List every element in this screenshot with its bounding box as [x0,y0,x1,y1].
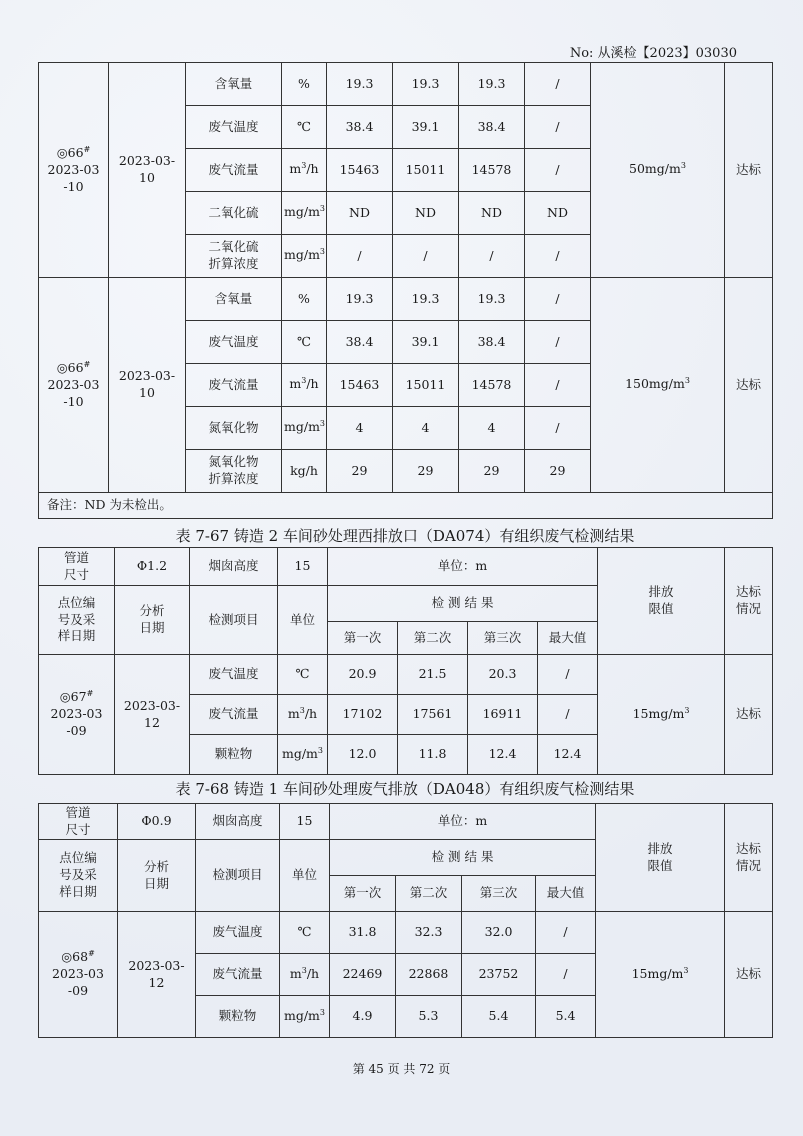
table-row [39,63,773,106]
analysis-date: 2023-03- 10 [109,63,186,278]
pipe-size-label: 管道 尺寸 [39,804,118,840]
unit: $m^3/h$ [282,364,327,407]
result-col-header: 第三次 [468,622,538,655]
result-max: / [538,655,598,695]
result-col-header: 第二次 [396,876,462,912]
result-3: 32.0 [462,912,536,954]
result-2: 21.5 [398,655,468,695]
result-1: 29 [327,450,393,493]
result-3: 38.4 [459,321,525,364]
table-7-67 [38,547,773,775]
result-max: / [536,912,596,954]
result-1: 15463 [327,364,393,407]
result-3: 14578 [459,364,525,407]
unit: ℃ [280,912,330,954]
result-3: 23752 [462,954,536,996]
result-3: 19.3 [459,63,525,106]
doc-number: No: 从溪检【2023】03030 [569,46,737,61]
item-header: 检测项目 [196,840,280,912]
table-7-68 [38,803,773,1038]
result-2: 17561 [398,695,468,735]
point-id: ◎68# 2023-03 -09 [39,912,118,1038]
result-max: 5.4 [536,996,596,1038]
result-2: 4 [393,407,459,450]
result-1: 15463 [327,149,393,192]
date-header: 分析 日期 [118,840,196,912]
status-header: 达标 情况 [725,548,773,655]
note-row [39,493,773,519]
unit: ℃ [282,106,327,149]
status-header: 达标 情况 [725,804,773,912]
result-3: 19.3 [459,278,525,321]
limit-header: 排放 限值 [596,804,725,912]
unit-note: 单位：m [330,804,596,840]
compliance-status: 达标 [725,278,773,493]
result-3: ND [459,192,525,235]
result-3: 38.4 [459,106,525,149]
result-1: 38.4 [327,321,393,364]
result-max: / [525,407,591,450]
result-max: / [525,364,591,407]
test-item: 氮氧化物 [186,407,282,450]
result-header: 检 测 结 果 [330,840,596,876]
page-footer: 第 45 页 共 72 页 [352,1062,451,1076]
unit: $m^3/h$ [282,149,327,192]
result-2: 15011 [393,149,459,192]
unit-header: 单位 [280,840,330,912]
unit: ℃ [282,321,327,364]
result-max: / [536,954,596,996]
result-3: 29 [459,450,525,493]
test-item: 颗粒物 [190,735,278,775]
unit: ℃ [278,655,328,695]
result-max: / [525,63,591,106]
unit: $mg/m^3$ [280,996,330,1038]
result-1: 19.3 [327,278,393,321]
stack-height-value: 15 [278,548,328,586]
unit: $mg/m^3$ [278,735,328,775]
result-max: / [525,278,591,321]
unit: % [282,63,327,106]
emission-limit: $150mg/m^3$ [591,278,725,493]
table-row [39,912,773,954]
emission-limit: $50mg/m^3$ [591,63,725,278]
result-1: / [327,235,393,278]
result-col-header: 第一次 [328,622,398,655]
result-3: 5.4 [462,996,536,1038]
result-2: 32.3 [396,912,462,954]
pipe-size-value: Φ1.2 [115,548,190,586]
point-id: ◎66# 2023-03 -10 [39,278,109,493]
result-2: 39.1 [393,321,459,364]
result-1: 19.3 [327,63,393,106]
unit: $mg/m^3$ [282,235,327,278]
pipe-size-label: 管道 尺寸 [39,548,115,586]
table-7-68-caption: 表 7-68 铸造 1 车间砂处理废气排放（DA048）有组织废气检测结果 [175,780,635,798]
result-2: 5.3 [396,996,462,1038]
header-row [39,548,773,586]
analysis-date: 2023-03- 12 [118,912,196,1038]
test-item: 废气流量 [196,954,280,996]
unit: $mg/m^3$ [282,407,327,450]
emission-limit: $15mg/m^3$ [596,912,725,1038]
point-header: 点位编 号及采 样日期 [39,586,115,655]
table-row [39,655,773,695]
unit: % [282,278,327,321]
result-max: 12.4 [538,735,598,775]
result-max: / [525,149,591,192]
result-2: ND [393,192,459,235]
stack-height-value: 15 [280,804,330,840]
test-item: 含氧量 [186,278,282,321]
test-item: 二氧化硫 折算浓度 [186,235,282,278]
unit: $mg/m^3$ [282,192,327,235]
result-2: 29 [393,450,459,493]
point-header: 点位编 号及采 样日期 [39,840,118,912]
result-1: ND [327,192,393,235]
result-3: 20.3 [468,655,538,695]
result-3: 14578 [459,149,525,192]
result-max: ND [525,192,591,235]
unit: kg/h [282,450,327,493]
unit-header: 单位 [278,586,328,655]
unit: $m^3/h$ [280,954,330,996]
pipe-size-value: Φ0.9 [118,804,196,840]
result-col-header: 第二次 [398,622,468,655]
result-max: / [525,235,591,278]
result-3: 4 [459,407,525,450]
result-2: 22868 [396,954,462,996]
test-item: 含氧量 [186,63,282,106]
item-header: 检测项目 [190,586,278,655]
result-2: 19.3 [393,63,459,106]
test-item: 废气温度 [196,912,280,954]
date-header: 分析 日期 [115,586,190,655]
test-item: 废气流量 [186,149,282,192]
test-item: 颗粒物 [196,996,280,1038]
result-2: 39.1 [393,106,459,149]
table-7-67-caption: 表 7-67 铸造 2 车间砂处理西排放口（DA074）有组织废气检测结果 [175,527,635,545]
compliance-status: 达标 [725,912,773,1038]
table-row [39,278,773,321]
result-2: / [393,235,459,278]
result-1: 4 [327,407,393,450]
test-item: 氮氧化物 折算浓度 [186,450,282,493]
result-max: / [525,321,591,364]
emission-limit: $15mg/m^3$ [598,655,725,775]
result-col-header: 第三次 [462,876,536,912]
analysis-date: 2023-03- 12 [115,655,190,775]
result-col-header: 最大值 [536,876,596,912]
result-max: / [525,106,591,149]
header-row [39,804,773,840]
point-id: ◎67# 2023-03 -09 [39,655,115,775]
result-1: 20.9 [328,655,398,695]
test-item: 废气流量 [190,695,278,735]
result-1: 38.4 [327,106,393,149]
result-col-header: 第一次 [330,876,396,912]
result-col-header: 最大值 [538,622,598,655]
result-1: 4.9 [330,996,396,1038]
compliance-status: 达标 [725,63,773,278]
stack-height-label: 烟囱高度 [196,804,280,840]
test-item: 废气温度 [186,321,282,364]
result-3: / [459,235,525,278]
result-2: 19.3 [393,278,459,321]
test-item: 废气温度 [186,106,282,149]
result-header: 检 测 结 果 [328,586,598,622]
result-2: 11.8 [398,735,468,775]
table-note: 备注：ND 为未检出。 [39,493,773,519]
compliance-status: 达标 [725,655,773,775]
result-3: 12.4 [468,735,538,775]
result-1: 12.0 [328,735,398,775]
unit: $m^3/h$ [278,695,328,735]
test-item: 废气流量 [186,364,282,407]
unit-note: 单位：m [328,548,598,586]
result-max: / [538,695,598,735]
limit-header: 排放 限值 [598,548,725,655]
result-max: 29 [525,450,591,493]
result-1: 22469 [330,954,396,996]
table-continued [38,62,773,519]
result-1: 17102 [328,695,398,735]
test-item: 废气温度 [190,655,278,695]
result-1: 31.8 [330,912,396,954]
test-item: 二氧化硫 [186,192,282,235]
result-3: 16911 [468,695,538,735]
result-2: 15011 [393,364,459,407]
point-id: ◎66# 2023-03 -10 [39,63,109,278]
analysis-date: 2023-03- 10 [109,278,186,493]
stack-height-label: 烟囱高度 [190,548,278,586]
